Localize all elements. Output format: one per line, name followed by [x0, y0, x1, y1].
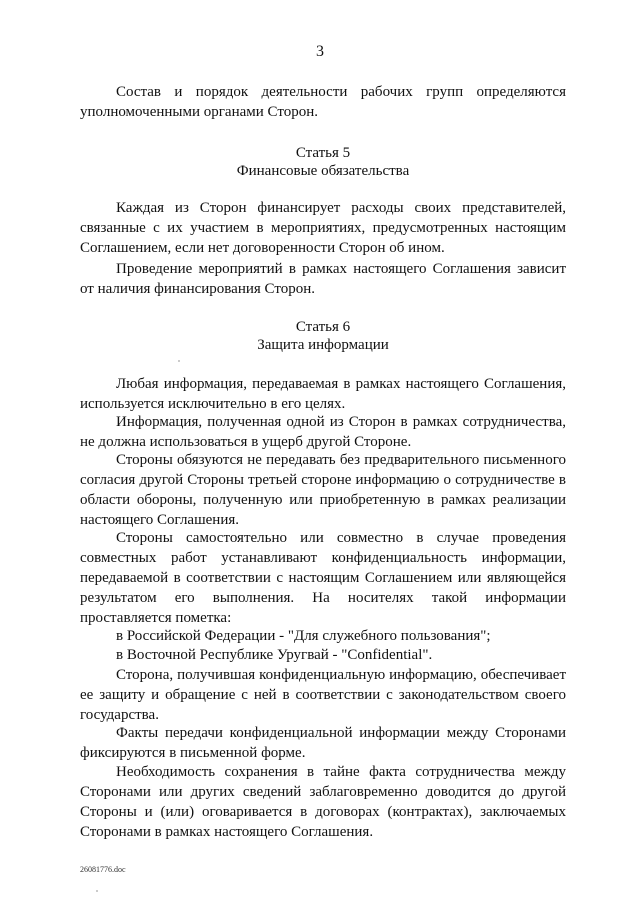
article6-paragraph-9: Необходимость сохранения в тайне факта сотрудничества между Сторонами или других сведений заблаговременно доводится до другой Стороны и (или) оговаривается в договорах (контрактах), заключаемых Сторонами в рамках настоящего Соглашения.	[80, 764, 566, 840]
article5-title: Финансовые обязательства	[236, 163, 410, 179]
article6-number: Статья 6	[295, 319, 351, 335]
article6-paragraph-7: Сторона, получившая конфиденциальную информацию, обеспечивает ее защиту и обращение с ней в соответствии с законодательством своего государства.	[80, 667, 566, 723]
article5-paragraph-2: Проведение мероприятий в рамках настоящего Соглашения зависит от наличия финансирования Сторон.	[80, 261, 566, 297]
article6-paragraph-6: в Восточной Республике Уругвай - "Confidential".	[116, 647, 433, 663]
intro-paragraph: Состав и порядок деятельности рабочих групп определяются уполномоченными органами Сторон.	[80, 84, 566, 120]
article6-paragraph-1: Любая информация, передаваемая в рамках настоящего Соглашения, используется исключительно в его целях.	[80, 376, 566, 412]
page-number: 3	[316, 43, 324, 60]
article6-paragraph-5: в Российской Федерации - "Для служебного пользования";	[116, 628, 491, 644]
scan-speck	[96, 890, 98, 892]
article6-paragraph-8: Факты передачи конфиденциальной информации между Сторонами фиксируются в письменной форме.	[80, 725, 566, 761]
scan-speck	[178, 360, 180, 362]
article5-number: Статья 5	[295, 145, 351, 161]
article6-paragraph-4: Стороны самостоятельно или совместно в случае проведения совместных работ устанавливают конфиденциальность информации, передаваемой в соответствии с настоящим Соглашением или являющейся результатом его выполнения. На носителях такой информации проставляется пометка:	[80, 530, 566, 626]
article6-paragraph-2: Информация, полученная одной из Сторон в рамках сотрудничества, не должна использоваться в ущерб другой Стороне.	[80, 414, 566, 450]
article5-paragraph-1: Каждая из Сторон финансирует расходы своих представителей, связанные с их участием в мероприятиях, предусмотренных настоящим Соглашением, если нет договоренности Сторон об ином.	[80, 200, 566, 256]
article6-title: Защита информации	[257, 337, 389, 353]
article6-paragraph-3: Стороны обязуются не передавать без предварительного письменного согласия другой Стороны третьей стороне информацию о сотрудничестве в области обороны, полученную или приобретенную в рамках реализации настоящего Соглашения.	[80, 452, 566, 528]
footer-filename: 26081776.doc	[80, 865, 126, 874]
